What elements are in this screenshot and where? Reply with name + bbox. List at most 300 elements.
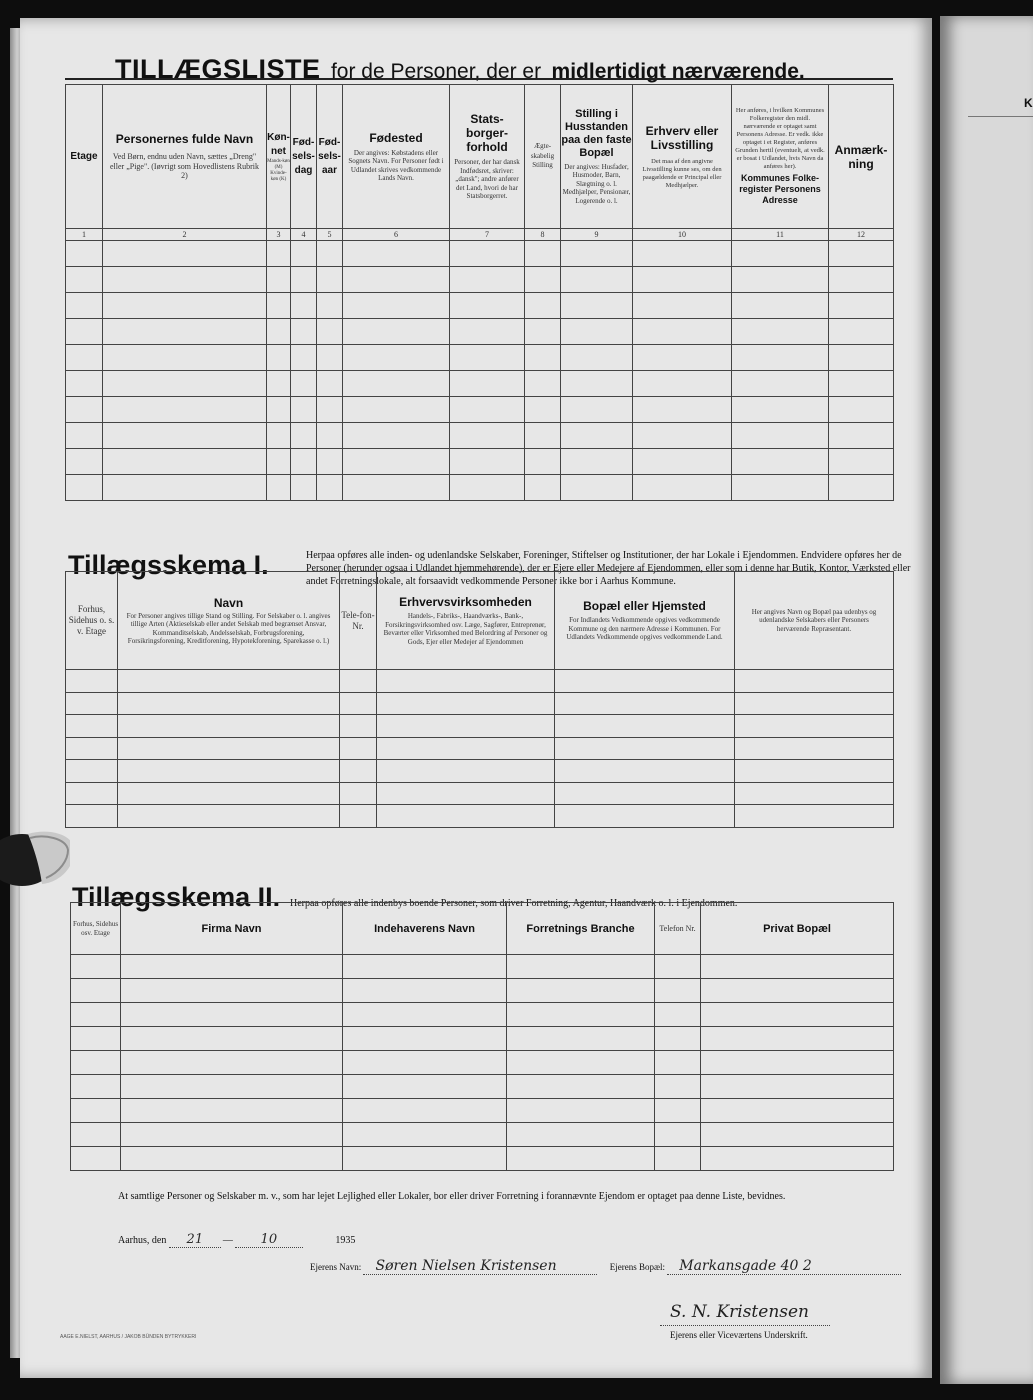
empty-cell [343, 1099, 507, 1123]
signature-caption: Ejerens eller Viceværtens Underskrift. [670, 1330, 808, 1340]
date-year: 1935 [335, 1235, 356, 1246]
empty-cell [343, 267, 450, 293]
empty-cell [343, 241, 450, 267]
empty-cell [121, 1027, 343, 1051]
empty-cell [829, 371, 894, 397]
empty-cell [121, 1003, 343, 1027]
empty-cell [343, 319, 450, 345]
empty-cell [633, 475, 732, 501]
s2-col-indehaver: Indehaverens Navn [343, 903, 507, 955]
schema1-header-row [66, 572, 894, 670]
empty-cell [555, 782, 735, 805]
empty-cell [66, 449, 103, 475]
empty-cell [701, 979, 894, 1003]
empty-cell [561, 345, 633, 371]
empty-cell [561, 293, 633, 319]
empty-row [66, 805, 894, 828]
col-stilling-husstand: Stilling i Husstanden paa den faste Bopæl Der angives: Husfader, Husmoder, Barn, Slægtning o. l. Medhjælper, Pensionær, Logerende o. l. [561, 85, 633, 229]
empty-cell [655, 1051, 701, 1075]
empty-cell [829, 345, 894, 371]
owner-name: Søren Nielsen Kristensen [363, 1258, 597, 1275]
empty-cell [507, 1099, 655, 1123]
empty-cell [121, 1123, 343, 1147]
col-number: 2 [103, 229, 267, 241]
empty-cell [555, 715, 735, 738]
empty-cell [829, 319, 894, 345]
col-aegteskabelig: Ægte-skabelig Stilling [525, 85, 561, 229]
empty-cell [121, 979, 343, 1003]
empty-cell [555, 760, 735, 783]
col-foedselsaar: Fød-sels-aar [317, 85, 343, 229]
empty-cell [732, 397, 829, 423]
empty-cell [317, 241, 343, 267]
empty-cell [525, 475, 561, 501]
empty-cell [71, 1027, 121, 1051]
empty-cell [555, 670, 735, 693]
empty-cell [450, 293, 525, 319]
date-line: Aarhus, den 21 — 10 1935 [118, 1232, 356, 1247]
empty-cell [555, 692, 735, 715]
adjacent-page [940, 16, 1033, 1384]
empty-cell [66, 805, 118, 828]
empty-cell [633, 345, 732, 371]
empty-cell [829, 241, 894, 267]
empty-cell [525, 345, 561, 371]
empty-row [66, 692, 894, 715]
empty-cell [701, 1027, 894, 1051]
table1-body [66, 241, 894, 501]
empty-cell [66, 397, 103, 423]
empty-cell [317, 293, 343, 319]
empty-cell [525, 319, 561, 345]
tillaegsliste-table [65, 84, 894, 501]
empty-cell [66, 241, 103, 267]
empty-cell [701, 955, 894, 979]
empty-row [66, 782, 894, 805]
empty-cell [66, 692, 118, 715]
empty-cell [103, 319, 267, 345]
empty-cell [525, 371, 561, 397]
empty-row [71, 1075, 894, 1099]
empty-cell [655, 1027, 701, 1051]
empty-cell [450, 449, 525, 475]
empty-row [66, 423, 894, 449]
s2-col-privat-bopael: Privat Bopæl [701, 903, 894, 955]
empty-row [66, 397, 894, 423]
col-number: 8 [525, 229, 561, 241]
empty-cell [103, 397, 267, 423]
empty-cell [450, 267, 525, 293]
owner-address-label: Ejerens Bopæl: [609, 1262, 665, 1272]
col-foedselsdag: Fød-sels-dag [291, 85, 317, 229]
empty-cell [71, 1147, 121, 1171]
empty-cell [655, 1123, 701, 1147]
empty-cell [71, 1051, 121, 1075]
empty-cell [732, 241, 829, 267]
empty-cell [561, 267, 633, 293]
empty-cell [525, 241, 561, 267]
empty-cell [291, 267, 317, 293]
empty-cell [450, 397, 525, 423]
empty-cell [66, 267, 103, 293]
empty-cell [66, 345, 103, 371]
schema2-table [70, 902, 894, 1171]
s1-col-erhverv: Erhvervsvirksomheden Handels-, Fabriks-, Haandværks-, Bank-, Forsikringsvirksomhed osv. Læge, Sagfører, Entreprenør, Beværter eller Virksomhed med Belordring af Personer og Gods, Ejer eller Medejer af Ejendommen [377, 572, 555, 670]
empty-cell [317, 319, 343, 345]
empty-cell [343, 423, 450, 449]
empty-cell [103, 293, 267, 319]
empty-cell [633, 397, 732, 423]
empty-cell [343, 1075, 507, 1099]
empty-cell [701, 1147, 894, 1171]
empty-cell [555, 805, 735, 828]
s1-col-navn: Navn For Personer angives tillige Stand og Stilling. For Selskaber o. l. angives tillige Arten (Aktieselskab eller andet Selskab med begrænset Ansvar, Kommanditselskab, Andelsselskab, Forbrugsforening, Forsikringsforening, Kreditforening, Hypotekforening, Sparekasse o. l.) [118, 572, 340, 670]
empty-cell [732, 345, 829, 371]
empty-cell [121, 1147, 343, 1171]
empty-cell [340, 692, 377, 715]
empty-cell [525, 293, 561, 319]
empty-cell [377, 715, 555, 738]
empty-cell [701, 1051, 894, 1075]
empty-cell [343, 955, 507, 979]
empty-cell [377, 782, 555, 805]
empty-row [71, 1003, 894, 1027]
empty-cell [701, 1003, 894, 1027]
empty-cell [340, 670, 377, 693]
empty-cell [267, 267, 291, 293]
empty-cell [121, 955, 343, 979]
schema1-table [65, 571, 894, 828]
empty-cell [343, 1027, 507, 1051]
empty-cell [507, 979, 655, 1003]
empty-cell [507, 955, 655, 979]
empty-row [66, 670, 894, 693]
schema2-body [71, 955, 894, 1171]
empty-cell [735, 805, 894, 828]
col-number: 4 [291, 229, 317, 241]
empty-cell [291, 293, 317, 319]
empty-cell [118, 715, 340, 738]
empty-cell [829, 397, 894, 423]
empty-cell [450, 241, 525, 267]
empty-cell [732, 319, 829, 345]
col-foedested: Fødested Der angives: Købstadens eller Sognets Navn. For Personer født i Udlandet skrives vedkommende Lands Navn. [343, 85, 450, 229]
empty-cell [633, 293, 732, 319]
main-title [115, 54, 805, 85]
empty-cell [732, 475, 829, 501]
empty-cell [103, 475, 267, 501]
empty-cell [829, 267, 894, 293]
empty-cell [66, 371, 103, 397]
empty-cell [317, 397, 343, 423]
schema1-body [66, 670, 894, 828]
empty-cell [66, 423, 103, 449]
empty-cell [71, 1099, 121, 1123]
empty-cell [121, 1051, 343, 1075]
s1-col-etage: Forhus, Sidehus o. s. v. Etage [66, 572, 118, 670]
empty-cell [633, 423, 732, 449]
empty-cell [732, 449, 829, 475]
empty-cell [732, 423, 829, 449]
empty-cell [655, 1075, 701, 1099]
adjacent-page-rule [968, 116, 1033, 117]
empty-cell [655, 1003, 701, 1027]
s2-col-branche: Forretnings Branche [507, 903, 655, 955]
empty-cell [561, 241, 633, 267]
empty-cell [118, 737, 340, 760]
empty-cell [525, 449, 561, 475]
empty-cell [267, 293, 291, 319]
col-number: 1 [66, 229, 103, 241]
s2-col-telefon: Telefon Nr. [655, 903, 701, 955]
empty-cell [343, 979, 507, 1003]
col-erhverv: Erhverv eller Livsstilling Det maa af den angivne Livsstilling kunne ses, om den paagældende er Principal eller Medhjælper. [633, 85, 732, 229]
empty-cell [377, 670, 555, 693]
empty-cell [71, 955, 121, 979]
col-number: 5 [317, 229, 343, 241]
empty-cell [701, 1099, 894, 1123]
empty-cell [377, 692, 555, 715]
empty-cell [507, 1147, 655, 1171]
empty-row [66, 293, 894, 319]
printer-imprint: AAGE E.NIELST, AARHUS / JAKOB BÜNDEN BYTRYKKERI [60, 1334, 197, 1340]
empty-cell [66, 715, 118, 738]
empty-cell [829, 423, 894, 449]
empty-cell [735, 760, 894, 783]
empty-cell [343, 345, 450, 371]
s2-col-firma: Firma Navn [121, 903, 343, 955]
empty-row [71, 955, 894, 979]
empty-cell [633, 449, 732, 475]
empty-row [66, 737, 894, 760]
empty-cell [103, 449, 267, 475]
empty-cell [317, 371, 343, 397]
empty-cell [507, 1051, 655, 1075]
empty-cell [735, 670, 894, 693]
empty-cell [343, 475, 450, 501]
empty-cell [450, 345, 525, 371]
empty-cell [103, 423, 267, 449]
empty-cell [701, 1123, 894, 1147]
empty-cell [66, 737, 118, 760]
empty-cell [343, 1003, 507, 1027]
empty-cell [121, 1099, 343, 1123]
empty-cell [267, 449, 291, 475]
empty-cell [377, 737, 555, 760]
empty-row [66, 267, 894, 293]
empty-cell [71, 1075, 121, 1099]
empty-cell [450, 475, 525, 501]
owner-address: Markansgade 40 2 [667, 1258, 901, 1275]
title-main: TILLÆGSLISTE [115, 54, 321, 84]
empty-cell [291, 345, 317, 371]
col-number: 3 [267, 229, 291, 241]
empty-row [66, 715, 894, 738]
col-statsborgerforhold: Stats-borger-forhold Personer, der har dansk Indfødsret, skriver: „dansk"; andre anfører det Land, hvori de har Statsborgerret. [450, 85, 525, 229]
attestation-text: At samtlige Personer og Selskaber m. v., som har lejet Lejlighed eller Lokaler, bor eller driver Forretning i forannævnte Ejendom er optaget paa denne Liste, bevidnes. [118, 1191, 786, 1202]
empty-cell [450, 371, 525, 397]
empty-cell [340, 760, 377, 783]
empty-cell [735, 782, 894, 805]
empty-row [66, 475, 894, 501]
empty-cell [317, 475, 343, 501]
empty-cell [340, 782, 377, 805]
col-navn: Personernes fulde Navn Ved Børn, endnu uden Navn, sættes „Dreng" eller „Pige". (Iøvrigt som Hovedlistens Rubrik 2) [103, 85, 267, 229]
empty-cell [103, 267, 267, 293]
empty-cell [66, 760, 118, 783]
col-number: 6 [343, 229, 450, 241]
empty-row [66, 371, 894, 397]
empty-row [66, 241, 894, 267]
thumb-image [0, 820, 70, 890]
city-label: Aarhus, den [118, 1235, 167, 1246]
empty-cell [267, 423, 291, 449]
empty-cell [317, 423, 343, 449]
empty-cell [343, 293, 450, 319]
empty-row [66, 449, 894, 475]
empty-cell [525, 397, 561, 423]
empty-cell [732, 267, 829, 293]
empty-cell [317, 449, 343, 475]
empty-cell [655, 1147, 701, 1171]
schema1-description: Herpaa opføres alle inden- og udenlandske Selskaber, Foreninger, Stiftelser og Institutioner, der har Lokale i Ejendommen. Endvidere opføres her de Personer (herunder ogsaa i Udlandet hjemmehørende), der er Ejere eller Medejere af Ejendommen, eller som i denne har Butik, Kontor, Værksted eller andet Forretningslokale, alt forsaavidt vedkommende Personer ikke bor i Aarhus Kommune. [306, 550, 911, 587]
empty-cell [291, 241, 317, 267]
signature-rule [660, 1325, 830, 1326]
empty-cell [561, 449, 633, 475]
empty-row [71, 979, 894, 1003]
col-number: 10 [633, 229, 732, 241]
empty-cell [829, 293, 894, 319]
col-number: 7 [450, 229, 525, 241]
empty-cell [561, 475, 633, 501]
empty-cell [291, 319, 317, 345]
empty-cell [507, 1123, 655, 1147]
empty-row [66, 760, 894, 783]
empty-cell [71, 1123, 121, 1147]
empty-cell [701, 1075, 894, 1099]
empty-cell [317, 267, 343, 293]
empty-cell [118, 782, 340, 805]
table1-header-row [66, 85, 894, 229]
adjacent-page-fragment: K [1024, 96, 1033, 110]
empty-cell [71, 979, 121, 1003]
empty-cell [118, 692, 340, 715]
empty-cell [561, 319, 633, 345]
empty-cell [655, 1099, 701, 1123]
empty-cell [340, 737, 377, 760]
empty-cell [66, 475, 103, 501]
schema2-description: Herpaa opføres alle indenbys boende Personer, som driver Forretning, Agentur, Haandværk o. l. i Ejendommen. [290, 898, 738, 909]
empty-cell [267, 371, 291, 397]
empty-cell [103, 241, 267, 267]
empty-cell [343, 449, 450, 475]
col-number: 11 [732, 229, 829, 241]
empty-cell [343, 1051, 507, 1075]
date-day: 21 [186, 1232, 204, 1247]
empty-cell [66, 670, 118, 693]
title-end: midlertidigt nærværende. [551, 60, 805, 83]
title-rule [65, 78, 893, 80]
schema2-title: Tillægsskema II. [72, 882, 281, 912]
empty-cell [507, 1027, 655, 1051]
empty-row [71, 1147, 894, 1171]
empty-cell [735, 692, 894, 715]
title-middle: for de Personer, der er [330, 60, 542, 83]
empty-cell [735, 715, 894, 738]
empty-cell [829, 449, 894, 475]
empty-cell [829, 475, 894, 501]
col-koen: Køn-net Mands-køn (M) Kvinde-køn (K) [267, 85, 291, 229]
empty-cell [507, 1003, 655, 1027]
empty-cell [655, 955, 701, 979]
empty-cell [525, 423, 561, 449]
empty-cell [291, 423, 317, 449]
col-anmaerkning: Anmærk-ning [829, 85, 894, 229]
col-number: 12 [829, 229, 894, 241]
empty-cell [291, 397, 317, 423]
empty-cell [732, 293, 829, 319]
empty-cell [66, 782, 118, 805]
empty-cell [267, 319, 291, 345]
empty-cell [118, 670, 340, 693]
empty-cell [267, 475, 291, 501]
empty-cell [66, 293, 103, 319]
schema2-header-row [71, 903, 894, 955]
signature: S. N. Kristensen [670, 1302, 810, 1322]
owner-name-label: Ejerens Navn: [310, 1262, 362, 1272]
empty-cell [633, 371, 732, 397]
empty-cell [291, 475, 317, 501]
empty-cell [507, 1075, 655, 1099]
empty-row [66, 345, 894, 371]
empty-cell [103, 371, 267, 397]
table1-number-row [66, 229, 894, 241]
empty-cell [118, 805, 340, 828]
schema1-title: Tillægsskema I. [68, 550, 269, 580]
empty-cell [732, 371, 829, 397]
empty-cell [340, 805, 377, 828]
col-number: 9 [561, 229, 633, 241]
col-folkeregister: Her anføres, i hvilken Kommunes Folkeregister den midl. nærværende er optaget samt Personens Adresse. Er vedk. ikke optaget i et Register, anføres Grunden hertil (eventuelt, at vedk. er bosat i Udlandet, hvis Navn da anføres her). Kommunes Folke-register Personens Adresse [732, 85, 829, 229]
empty-cell [267, 397, 291, 423]
empty-cell [267, 241, 291, 267]
empty-cell [340, 715, 377, 738]
empty-cell [103, 345, 267, 371]
empty-cell [267, 345, 291, 371]
empty-cell [377, 805, 555, 828]
empty-cell [450, 319, 525, 345]
empty-cell [121, 1075, 343, 1099]
s1-col-telefon: Tele-fon-Nr. [340, 572, 377, 670]
owner-line [310, 1258, 901, 1275]
empty-cell [343, 397, 450, 423]
empty-cell [317, 345, 343, 371]
empty-cell [377, 760, 555, 783]
empty-cell [450, 423, 525, 449]
empty-row [71, 1027, 894, 1051]
s1-col-bopael: Bopæl eller Hjemsted For Indlandets Vedkommende opgives vedkommende Kommune og den nærmere Adresse i Kommunen. For Udlandets Vedkommende opgives vedkommende Land. [555, 572, 735, 670]
empty-cell [561, 423, 633, 449]
empty-row [71, 1099, 894, 1123]
col-etage: Etage [66, 85, 103, 229]
s2-col-etage: Forhus, Sidehus osv. Etage [71, 903, 121, 955]
empty-cell [343, 1123, 507, 1147]
empty-row [71, 1051, 894, 1075]
empty-cell [633, 319, 732, 345]
empty-cell [735, 737, 894, 760]
empty-cell [71, 1003, 121, 1027]
empty-cell [343, 371, 450, 397]
